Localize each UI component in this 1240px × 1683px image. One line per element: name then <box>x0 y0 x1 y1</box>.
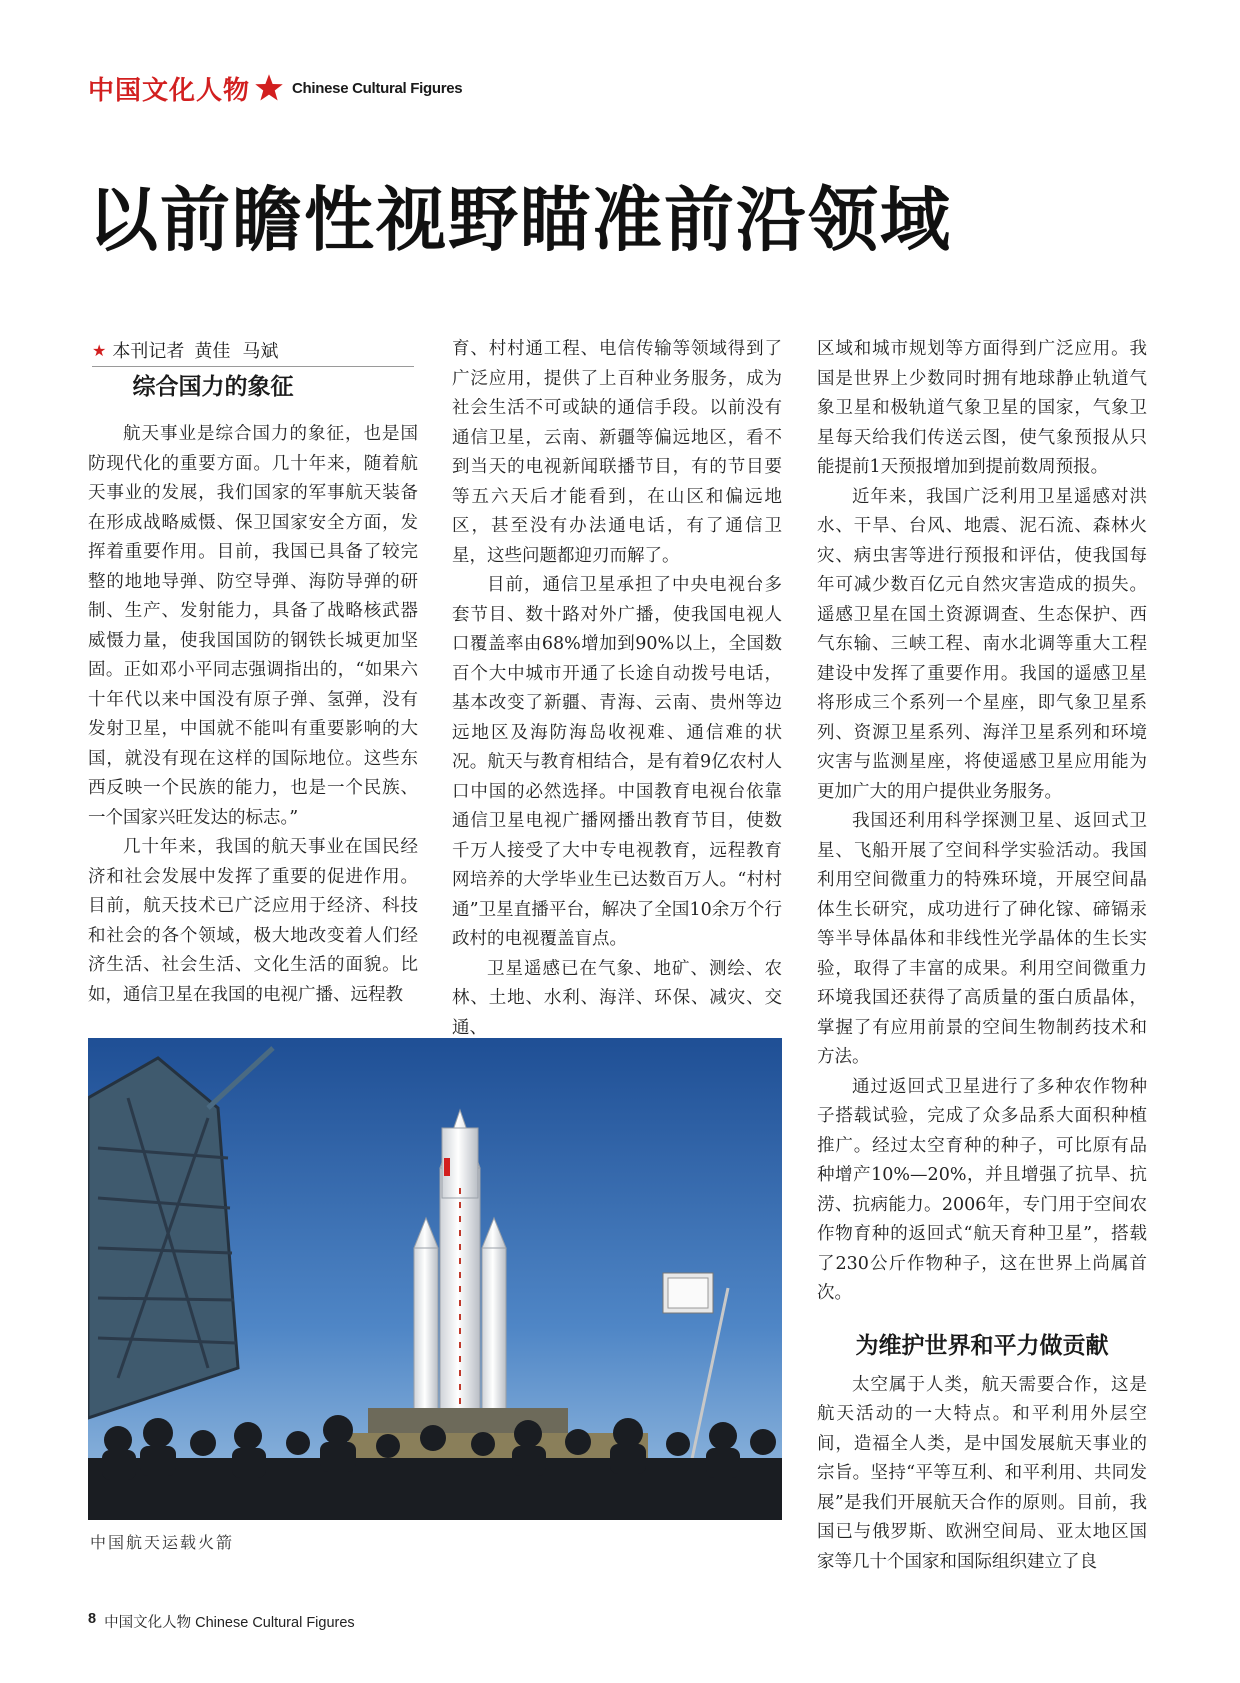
byline-star-icon: ★ <box>92 340 107 360</box>
paragraph: 近年来，我国广泛利用卫星遥感对洪水、干旱、台风、地震、泥石流、森林火灾、病虫害等进行预报和评估，使我国每年可减少数百亿元自然灾害造成的损失。遥感卫星在国土资源调查、生态保护、西气东输、三峡工程、南水北调等重大工程建设中发挥了重要作用。我国的遥感卫星将形成三个系列一个星座，即气象卫星系列、资源卫星系列、海洋卫星系列和环境灾害与监测星座，将使遥感卫星应用能为更加广大的用户提供业务服务。 <box>817 486 1147 802</box>
paragraph: 区域和城市规划等方面得到广泛应用。我国是世界上少数同时拥有地球静止轨道气象卫星和极轨道气象卫星的国家，气象卫星每天给我们传送云图，使气象预报从只能提前1天预报增加到提前数周预报。 <box>817 339 1147 477</box>
section-heading-world-peace: 为维护世界和平力做贡献 <box>855 1332 1109 1359</box>
byline <box>92 334 414 367</box>
paragraph: 我国还利用科学探测卫星、返回式卫星、飞船开展了空间科学实验活动。我国利用空间微重力的特殊环境，开展空间晶体生长研究，成功进行了砷化镓、碲镉汞等半导体晶体和非线性光学晶体的生长实验，取得了丰富的成果。利用空间微重力环境我国还获得了高质量的蛋白质晶体，掌握了有应用前景的空间生物制药技术和方法。 <box>817 811 1147 1067</box>
footer-brand: 中国文化人物 Chinese Cultural Figures <box>104 1615 355 1631</box>
paragraph: 通过返回式卫星进行了多种农作物种子搭载试验，完成了众多品系大面积种植推广。经过太空育种的种子，可比原有品种增产10%—20%，并且增强了抗旱、抗涝、抗病能力。2006年，专门用于空间农作物育种的返回式“航天育种卫星”，搭载了230公斤作物种子，这在世界上尚属首次。 <box>817 1076 1147 1303</box>
article-title: 以前瞻性视野瞄准前沿领域 <box>88 178 952 261</box>
paragraph: 几十年来，我国的航天事业在国民经济和社会发展中发挥了重要的促进作用。目前，航天技术已广泛应用于经济、科技和社会的各个领域，极大地改变着人们经济生活、社会生活、文化生活的面貌。比如，通信卫星在我国的电视广播、远程教 <box>88 837 418 1005</box>
masthead-brand-cn: 中国文化人物 <box>88 75 251 106</box>
rocket-photo-illustration <box>88 1038 782 1520</box>
page-number: 8 <box>88 1611 97 1627</box>
column-1 <box>88 374 418 1010</box>
star-icon <box>254 73 284 103</box>
paragraph: 航天事业是综合国力的象征，也是国防现代化的重要方面。几十年来，随着航天事业的发展，我们国家的军事航天装备在形成战略威慑、保卫国家安全方面，发挥着重要作用。目前，我国已具备了较完整的地地导弹、防空导弹、海防导弹的研制、生产、发射能力，具备了战略核武器威慑力量，使我国国防的钢铁长城更加坚固。正如邓小平同志强调指出的，“如果六十年代以来中国没有原子弹、氢弹，没有发射卫星，中国就不能叫有重要影响的大国，就没有现在这样的国际地位。这些东西反映一个民族的能力，也是一个民族、一个国家兴旺发达的标志。” <box>88 424 418 828</box>
masthead <box>88 70 462 106</box>
column-3 <box>817 335 1147 1577</box>
photo-caption: 中国航天运载火箭 <box>90 1533 235 1552</box>
paragraph: 育、村村通工程、电信传输等领域得到了广泛应用，提供了上百种业务服务，成为社会生活不可或缺的通信手段。以前没有通信卫星，云南、新疆等偏远地区，看不到当天的电视新闻联播节目，有的节目要等五六天后才能看到，在山区和偏远地区，甚至没有办法通电话，有了通信卫星，这些问题都迎刃而解了。 <box>452 339 782 566</box>
byline-role: 本刊记者 <box>112 341 185 362</box>
rocket-launch-photo <box>88 1038 782 1520</box>
page-footer <box>88 1611 355 1632</box>
masthead-brand-en: Chinese Cultural Figures <box>292 79 463 97</box>
author-name: 马斌 <box>242 341 279 362</box>
paragraph: 目前，通信卫星承担了中央电视台多套节目、数十路对外广播，使我国电视人口覆盖率由68%增加到90%以上，全国数百个大中城市开通了长途自动拨号电话，基本改变了新疆、青海、云南、贵州等边远地区及海防海岛收视难、通信难的状况。航天与教育相结合，是有着9亿农村人口中国的必然选择。中国教育电视台依靠通信卫星电视广播网播出教育节目，使数千万人接受了大中专电视教育，远程教育网培养的大学毕业生已达数百万人。“村村通”卫星直播平台，解决了全国10余万个行政村的电视覆盖盲点。 <box>452 575 782 949</box>
paragraph: 太空属于人类，航天需要合作，这是航天活动的一大特点。和平利用外层空间，造福全人类，是中国发展航天事业的宗旨。坚持“平等互利、和平利用、共同发展”是我们开展航天合作的原则。目前，我国已与俄罗斯、欧洲空间局、亚太地区国家等几十个国家和国际组织建立了良 <box>817 1374 1147 1572</box>
paragraph: 卫星遥感已在气象、地矿、测绘、农林、土地、水利、海洋、环保、减灾、交通、 <box>452 958 782 1038</box>
column-2 <box>452 335 782 1043</box>
author-name: 黄佳 <box>194 341 231 362</box>
section-heading-national-power: 综合国力的象征 <box>132 374 294 400</box>
